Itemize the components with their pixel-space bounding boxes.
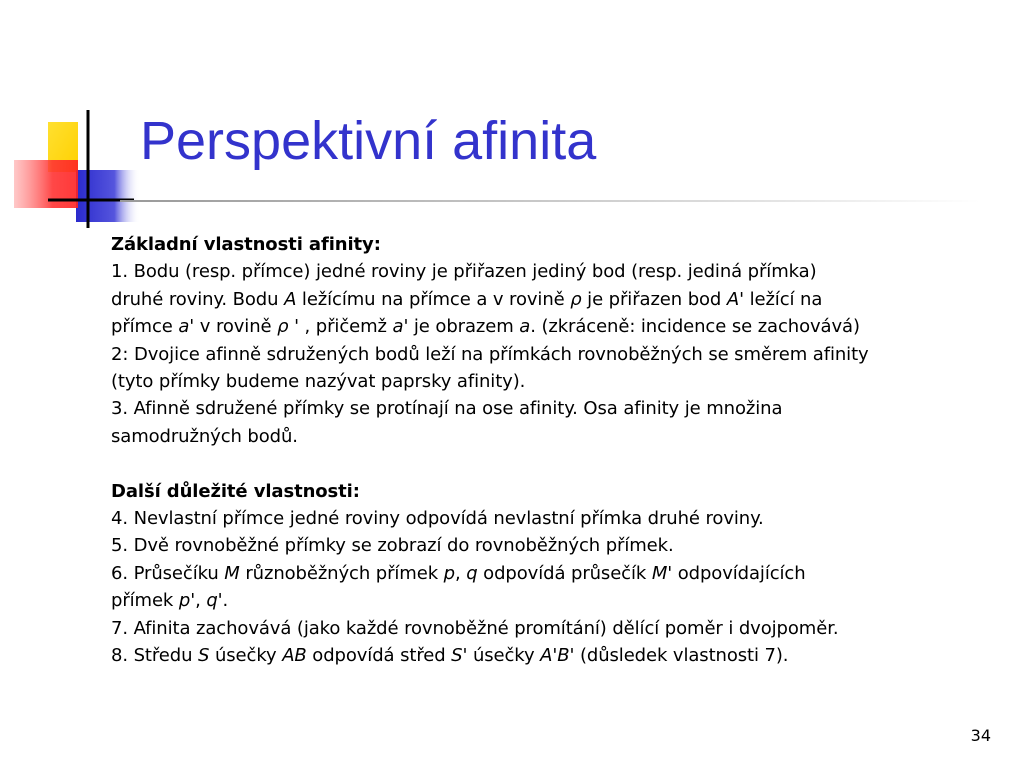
math-var: ρ	[570, 288, 582, 310]
text-fragment: odpovídá střed	[306, 645, 452, 667]
property-1-line-3	[111, 313, 991, 340]
text-fragment: přímek	[111, 590, 179, 612]
property-5: 5. Dvě rovnoběžné přímky se zobrazí do rovnoběžných přímek.	[111, 535, 674, 557]
text-fragment: je přiřazen bod	[581, 288, 727, 310]
text-fragment: 6. Průsečíku	[111, 562, 225, 584]
section-heading-basic: Základní vlastnosti afinity:	[111, 234, 381, 255]
text-fragment: druhé roviny. Bodu	[111, 288, 285, 310]
property-8	[111, 642, 991, 669]
text-fragment: ' , přičemž	[288, 316, 393, 338]
property-7: 7. Afinita zachovává (jako každé rovnoběžné promítání) dělící poměr i dvojpoměr.	[111, 617, 839, 639]
math-var: A	[540, 645, 553, 667]
text-fragment: přímce	[111, 316, 179, 338]
section-heading-other: Další důležité vlastnosti:	[111, 480, 360, 502]
slide-body	[111, 231, 991, 669]
text-fragment: různoběžných přímek	[239, 562, 444, 584]
text-fragment: ' (důsledek vlastnosti 7).	[569, 645, 789, 667]
page-title: Perspektivní afinita	[140, 111, 597, 171]
math-var: a	[519, 316, 531, 338]
text-fragment: '	[552, 645, 558, 667]
property-4: 4. Nevlastní přímce jedné roviny odpovídá nevlastní přímka druhé roviny.	[111, 508, 764, 530]
math-var: q	[466, 562, 478, 584]
property-3-line-2: samodružných bodů.	[111, 425, 298, 447]
property-2-line-1: 2: Dvojice afinně sdružených bodů leží na přímkách rovnoběžných se směrem afinity	[111, 343, 869, 365]
text-fragment: ležícímu na přímce a v rovině	[296, 288, 571, 310]
text-fragment: ' je obrazem	[403, 316, 520, 338]
math-var: A	[284, 288, 297, 310]
math-var: B	[557, 645, 570, 667]
math-var: ρ	[277, 316, 289, 338]
text-fragment: ' úsečky	[462, 645, 541, 667]
math-var: a	[178, 316, 190, 338]
property-1-line-2	[111, 286, 991, 313]
text-fragment: ' v rovině	[189, 316, 278, 338]
page-number: 34	[970, 726, 991, 745]
text-fragment: odpovídá průsečík	[477, 562, 652, 584]
decorative-squares	[0, 0, 140, 240]
math-var: AB	[282, 645, 307, 667]
math-var: A	[726, 288, 740, 310]
text-fragment: ' odpovídajících	[667, 562, 806, 584]
property-1-line-1: 1. Bodu (resp. přímce) jedné roviny je přiřazen jediný bod (resp. jediná přímka)	[111, 261, 817, 283]
text-fragment: úsečky	[209, 645, 283, 667]
text-fragment: '.	[217, 590, 229, 612]
math-var: S	[451, 645, 463, 667]
property-6-line-1	[111, 560, 991, 587]
text-fragment: 8. Středu	[111, 645, 199, 667]
math-var: M	[651, 562, 668, 584]
property-2-line-2: (tyto přímky budeme nazývat paprsky afinity).	[111, 371, 526, 393]
math-var: p	[178, 590, 191, 612]
math-var: a	[392, 316, 404, 338]
text-fragment: ,	[454, 562, 467, 584]
text-fragment: ',	[190, 590, 207, 612]
math-var: p	[443, 562, 455, 584]
property-6-line-2	[111, 587, 991, 614]
property-3-line-1: 3. Afinně sdružené přímky se protínají na ose afinity. Osa afinity je množina	[111, 398, 783, 420]
text-fragment: . (zkráceně: incidence se zachovává)	[530, 316, 860, 338]
spacer	[111, 450, 991, 477]
title-divider	[120, 200, 980, 202]
math-var: M	[224, 562, 240, 584]
math-var: q	[206, 590, 218, 612]
text-fragment: ' ležící na	[739, 288, 823, 310]
blue-square	[76, 170, 140, 222]
math-var: S	[198, 645, 210, 667]
